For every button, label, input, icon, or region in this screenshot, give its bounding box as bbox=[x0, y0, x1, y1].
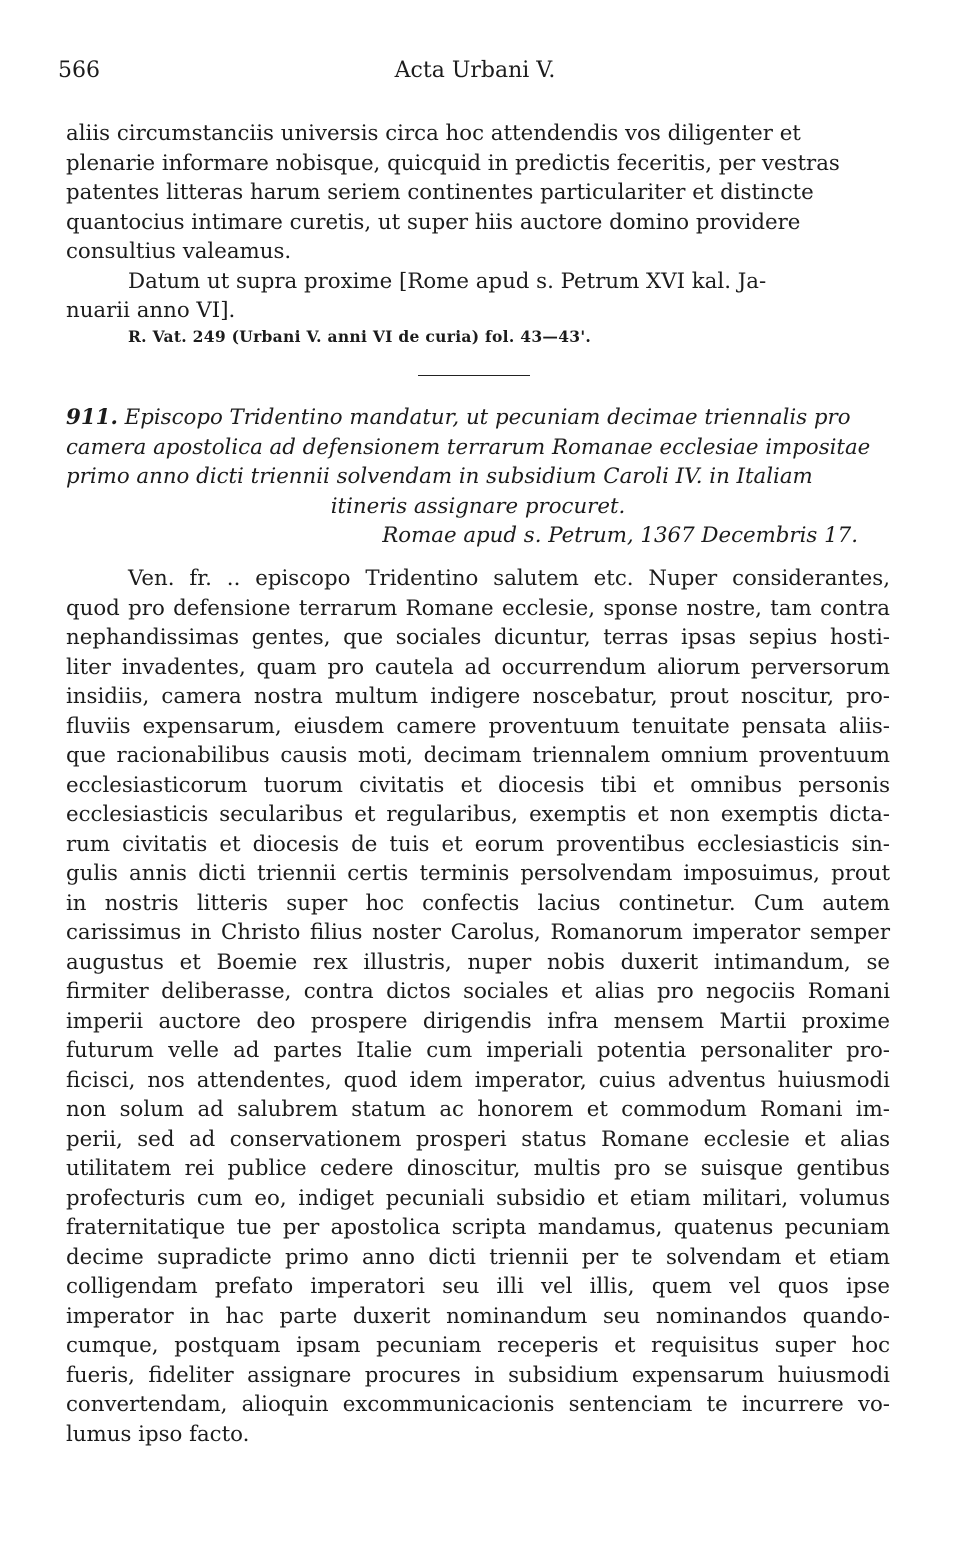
regest-line: camera apostolica ad defensionem terrarum Romanae ecclesiae impositae bbox=[66, 434, 871, 460]
document-number: 911. bbox=[66, 405, 118, 430]
regest-dateline: Romae apud s. Petrum, 1367 Decembris 17. bbox=[382, 523, 858, 548]
text-line: consultius valeamus. bbox=[66, 239, 292, 264]
body-line: firmiter deliberasse, contra dictos sociales et alias pro negociis Romani bbox=[66, 979, 890, 1004]
body-line: Ven. fr. .. episcopo Tridentino salutem etc. Nuper considerantes, bbox=[128, 566, 890, 591]
body-line: in nostris litteris super hoc confectis lacius continetur. Cum autem bbox=[66, 890, 890, 916]
body-line: nephandissimas gentes, que sociales dicuntur, terras ipsas sepius hosti- bbox=[66, 625, 890, 650]
text-line: patentes litteras harum seriem continentes particulariter et distincte bbox=[66, 180, 814, 205]
section-divider bbox=[418, 375, 530, 376]
regest-line: itineris assignare procuret. bbox=[330, 493, 626, 519]
body-line: cumque, postquam ipsam pecuniam receperis et requisitus super hoc bbox=[66, 1333, 890, 1358]
body-line: quod pro defensione terrarum Romane ecclesie, sponse nostre, tam contra bbox=[66, 595, 890, 621]
body-line: ecclesiasticorum tuorum civitatis et diocesis tibi et omnibus personis bbox=[66, 772, 890, 798]
page-header bbox=[58, 58, 892, 94]
text-line: aliis circumstanciis universis circa hoc attendendis vos diligenter et bbox=[66, 121, 801, 146]
body-line: decime supradicte primo anno dicti triennii per te solvendam et etiam bbox=[66, 1244, 890, 1270]
body-line: insidiis, camera nostra multum indigere noscebatur, prout noscitur, pro- bbox=[66, 684, 890, 709]
body-line: futurum velle ad partes Italie cum imperiali potentia personaliter pro- bbox=[66, 1038, 890, 1063]
document-body bbox=[66, 564, 890, 1449]
regest-line: Episcopo Tridentino mandatur, ut pecuniam decimae triennalis pro bbox=[124, 405, 851, 430]
body-line: gulis annis dicti triennii certis terminis persolvendam imposuimus, prout bbox=[66, 861, 890, 886]
document-regest bbox=[66, 403, 890, 551]
datum-line: Datum ut supra proxime [Rome apud s. Petrum XVI kal. Ja- bbox=[128, 268, 767, 294]
previous-document-continuation bbox=[66, 119, 890, 326]
running-title: Acta Urbani V. bbox=[394, 58, 556, 83]
page-number: 566 bbox=[58, 58, 100, 83]
regest-line: primo anno dicti triennii solvendam in subsidium Caroli IV. in Italiam bbox=[66, 464, 813, 489]
body-line: perii, sed ad conservationem prosperi status Romane ecclesie et alias bbox=[66, 1126, 890, 1152]
body-line: colligendam prefato imperatori seu illi vel illis, quem vel quos ipse bbox=[66, 1274, 890, 1299]
body-line: ficisci, nos attendentes, quod idem imperator, cuius adventus huiusmodi bbox=[66, 1067, 890, 1093]
text-line: quantocius intimare curetis, ut super hiis auctore domino providere bbox=[66, 209, 801, 235]
body-line: que racionabilibus causis moti, decimam triennalem omnium proventuum bbox=[66, 743, 890, 768]
body-line: non solum ad salubrem statum ac honorem et commodum Romani im- bbox=[66, 1097, 890, 1122]
body-line: fraternitatique tue per apostolica scripta mandamus, quatenus pecuniam bbox=[66, 1215, 890, 1240]
body-line: liter invadentes, quam pro cautela ad occurrendum aliorum perversorum bbox=[66, 654, 890, 680]
body-line: fluviis expensarum, eiusdem camere proventuum tenuitate pensata aliis- bbox=[66, 713, 890, 739]
body-line: imperator in hac parte duxerit nominandum seu nominandos quando- bbox=[66, 1303, 890, 1329]
body-line: fueris, fideliter assignare procures in subsidium expensarum huiusmodi bbox=[66, 1362, 890, 1388]
body-line: rum civitatis et diocesis de tuis et eorum proventibus ecclesiasticis sin- bbox=[66, 831, 890, 857]
text-line: plenarie informare nobisque, quicquid in predictis feceritis, per vestras bbox=[66, 150, 840, 176]
body-line: convertendam, alioquin excommunicacionis sentenciam te incurrere vo- bbox=[66, 1392, 890, 1417]
body-line: utilitatem rei publice cedere dinoscitur, multis pro se suisque gentibus bbox=[66, 1156, 890, 1181]
body-line: profecturis cum eo, indiget pecuniali subsidio et etiam militari, volumus bbox=[66, 1185, 890, 1211]
archival-source-citation: R. Vat. 249 (Urbani V. anni VI de curia) fol. 43—43'. bbox=[128, 327, 592, 346]
body-line: augustus et Boemie rex illustris, nuper nobis duxerit intimandum, se bbox=[66, 949, 890, 975]
body-line: ecclesiasticis secularibus et regularibus, exemptis et non exemptis dicta- bbox=[66, 802, 890, 827]
body-line: carissimus in Christo filius noster Carolus, Romanorum imperator semper bbox=[66, 920, 890, 945]
body-line: lumus ipso facto. bbox=[66, 1421, 250, 1447]
datum-line: nuarii anno VI]. bbox=[66, 298, 236, 323]
body-line: imperii auctore deo prospere dirigendis infra mensem Martii proxime bbox=[66, 1008, 890, 1034]
